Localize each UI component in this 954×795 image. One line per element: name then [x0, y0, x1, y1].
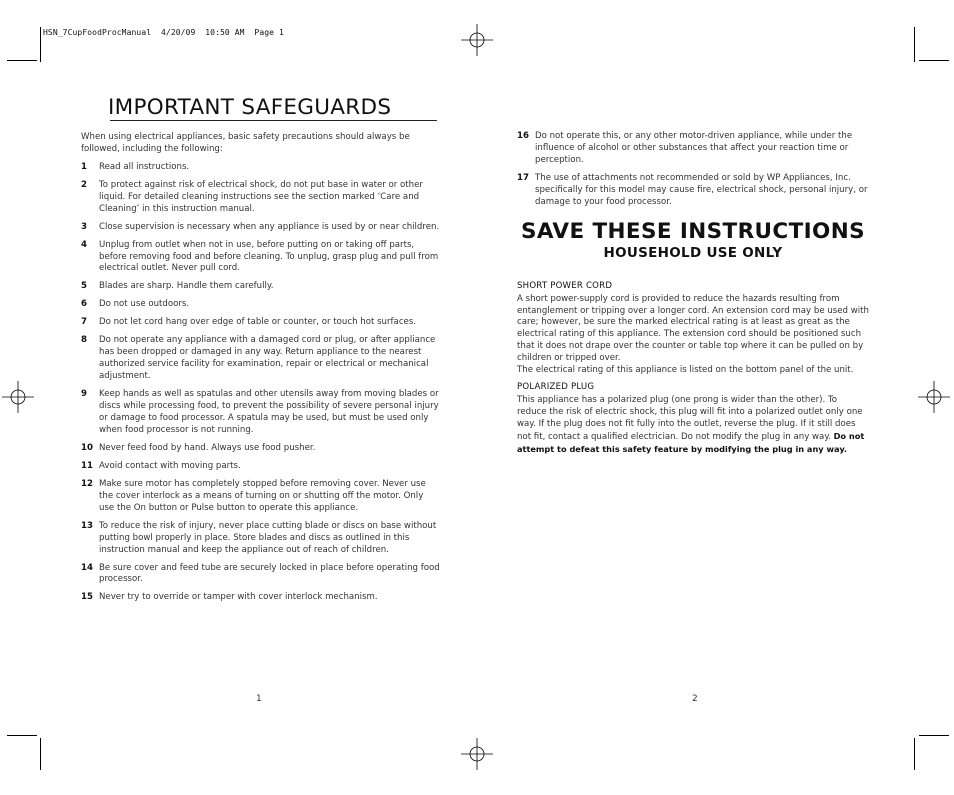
- list-item: [81, 180, 441, 216]
- list-item: [81, 317, 441, 329]
- item-number: 9: [81, 389, 87, 400]
- crop-mark: [914, 738, 915, 770]
- short-power-cord-paragraph: A short power-supply cord is provided to reduce the hazards resulting from entanglement or tripping over a longer cord. An extension cord may be used with care; however, be sure the marked electrical rating is at least as great as the electrical rating of this appliance. The extension cord should be positioned such that it does not drape over the counter or table top where it can be pulled on by children or tripped over.: [517, 293, 869, 364]
- item-number: 10: [81, 442, 93, 453]
- crop-mark: [919, 735, 949, 736]
- list-item: [517, 173, 869, 209]
- item-number: 5: [81, 281, 87, 292]
- item-number: 2: [81, 179, 87, 190]
- item-text: Be sure cover and feed tube are securely locked in place before operating food processor.: [99, 562, 440, 585]
- item-text: Do not operate this, or any other motor-driven appliance, while under the influence of alcohol or other substances that affect your reaction time or perception.: [535, 131, 853, 165]
- page-number-right: 2: [692, 694, 698, 704]
- item-number: 7: [81, 317, 87, 328]
- save-instructions-heading: SAVE THESE INSTRUCTIONS: [520, 218, 866, 244]
- item-text: Do not use outdoors.: [99, 299, 190, 310]
- item-text: The use of attachments not recommended or sold by WP Appliances, Inc. specifically for this model may cause fire, electrical shock, personal injury, or damage to your food processor.: [535, 172, 868, 207]
- crop-mark: [40, 738, 41, 770]
- item-number: 3: [81, 221, 87, 232]
- crop-mark: [40, 27, 41, 62]
- registration-mark-icon: [918, 381, 950, 413]
- crop-mark: [919, 60, 949, 61]
- item-number: 14: [81, 562, 93, 573]
- item-text: Unplug from outlet when not in use, before putting on or taking off parts, before removing food and before cleaning. To unplug, grasp plug and pull from electrical outlet. Never pull cord.: [99, 239, 439, 274]
- item-number: 13: [81, 520, 93, 531]
- item-text: Never feed food by hand. Always use food pusher.: [99, 442, 316, 453]
- registration-mark-icon: [2, 381, 34, 413]
- item-number: 11: [81, 460, 93, 471]
- item-text: Close supervision is necessary when any appliance is used by or near children.: [99, 221, 440, 232]
- electrical-rating-note: The electrical rating of this appliance is listed on the bottom panel of the unit.: [517, 365, 854, 376]
- list-item: [81, 443, 441, 455]
- crop-mark: [7, 60, 37, 61]
- polarized-plug-title: POLARIZED PLUG: [517, 381, 595, 392]
- list-item: [81, 389, 441, 437]
- item-text: Do not operate any appliance with a damaged cord or plug, or after appliance has been dropped or damaged in any way. Return appliance to the nearest authorized service facility for examination, repair or electrical or mechanical adjustment.: [99, 335, 436, 382]
- item-number: 1: [81, 161, 87, 172]
- list-item: [81, 563, 441, 587]
- item-text: Do not let cord hang over edge of table or counter, or touch hot surfaces.: [99, 317, 417, 328]
- item-number: 17: [517, 172, 529, 183]
- short-power-cord-title: SHORT POWER CORD: [517, 280, 613, 291]
- page-title: IMPORTANT SAFEGUARDS: [108, 95, 392, 120]
- short-power-cord-text: [517, 294, 869, 377]
- item-text: Make sure motor has completely stopped before removing cover. Never use the cover interlock as a means of turning on or shutting off the motor. Only use the On button or Pulse button to operate this appliance.: [99, 478, 426, 513]
- list-item: [81, 592, 441, 604]
- item-text: Keep hands as well as spatulas and other utensils away from moving blades or discs while processing food, to prevent the possibility of severe personal injury or damage to food processor. A spatula may be used, but must be used only when food processor is not running.: [99, 389, 439, 435]
- polarized-plug-paragraph: This appliance has a polarized plug (one prong is wider than the other). To reduce the risk of electric shock, this plug will fit into a polarized outlet only one way. If the plug does not fit fully into the outlet, reverse the plug. If it still does not fit, contact a qualified electrician. Do not modify the plug in any way.: [517, 394, 863, 442]
- list-item: [81, 521, 441, 557]
- item-text: To protect against risk of electrical shock, do not put base in water or other liquid. For detailed cleaning instructions see the section marked ‘Care and Cleaning’ in this instruction manual.: [99, 179, 423, 214]
- item-number: 6: [81, 299, 87, 310]
- crop-mark: [914, 27, 915, 62]
- polarized-plug-warning: Do not attempt to defeat this safety feature by modifying the plug in any way.: [517, 430, 865, 454]
- item-number: 12: [81, 478, 93, 489]
- list-item: [81, 240, 441, 276]
- title-underline: [110, 120, 437, 121]
- list-item: [81, 335, 441, 383]
- item-text: Blades are sharp. Handle them carefully.: [99, 281, 274, 292]
- registration-mark-icon: [461, 24, 493, 56]
- list-item: [517, 131, 869, 167]
- list-item: [81, 281, 441, 293]
- intro-paragraph: When using electrical appliances, basic safety precautions should always be followed, including the following:: [81, 132, 410, 154]
- list-item: [81, 299, 441, 311]
- item-number: 15: [81, 592, 93, 603]
- print-slug-line: HSN_7CupFoodProcManual 4/20/09 10:50 AM Page 1: [43, 28, 284, 37]
- safeguards-list: [81, 162, 441, 605]
- item-number: 8: [81, 335, 87, 346]
- crop-mark: [7, 735, 37, 736]
- polarized-plug-text: [517, 395, 869, 457]
- left-page: [81, 95, 441, 610]
- household-use-subheading: HOUSEHOLD USE ONLY: [603, 244, 783, 261]
- item-number: 16: [517, 131, 529, 141]
- item-text: Avoid contact with moving parts.: [99, 460, 241, 471]
- list-item: [81, 479, 441, 515]
- item-text: To reduce the risk of injury, never place cutting blade or discs on base without putting bowl properly in place. Store blades and discs as outlined in this instruction manual and keep the appliance out of reach of children.: [99, 520, 437, 555]
- page-number-left: 1: [256, 694, 262, 704]
- right-page: [517, 131, 869, 457]
- item-number: 4: [81, 239, 87, 250]
- registration-mark-icon: [461, 738, 493, 770]
- item-text: Read all instructions.: [99, 161, 190, 172]
- list-item: [81, 461, 441, 473]
- list-item: [81, 162, 441, 174]
- item-text: Never try to override or tamper with cover interlock mechanism.: [99, 592, 378, 603]
- list-item: [81, 222, 441, 234]
